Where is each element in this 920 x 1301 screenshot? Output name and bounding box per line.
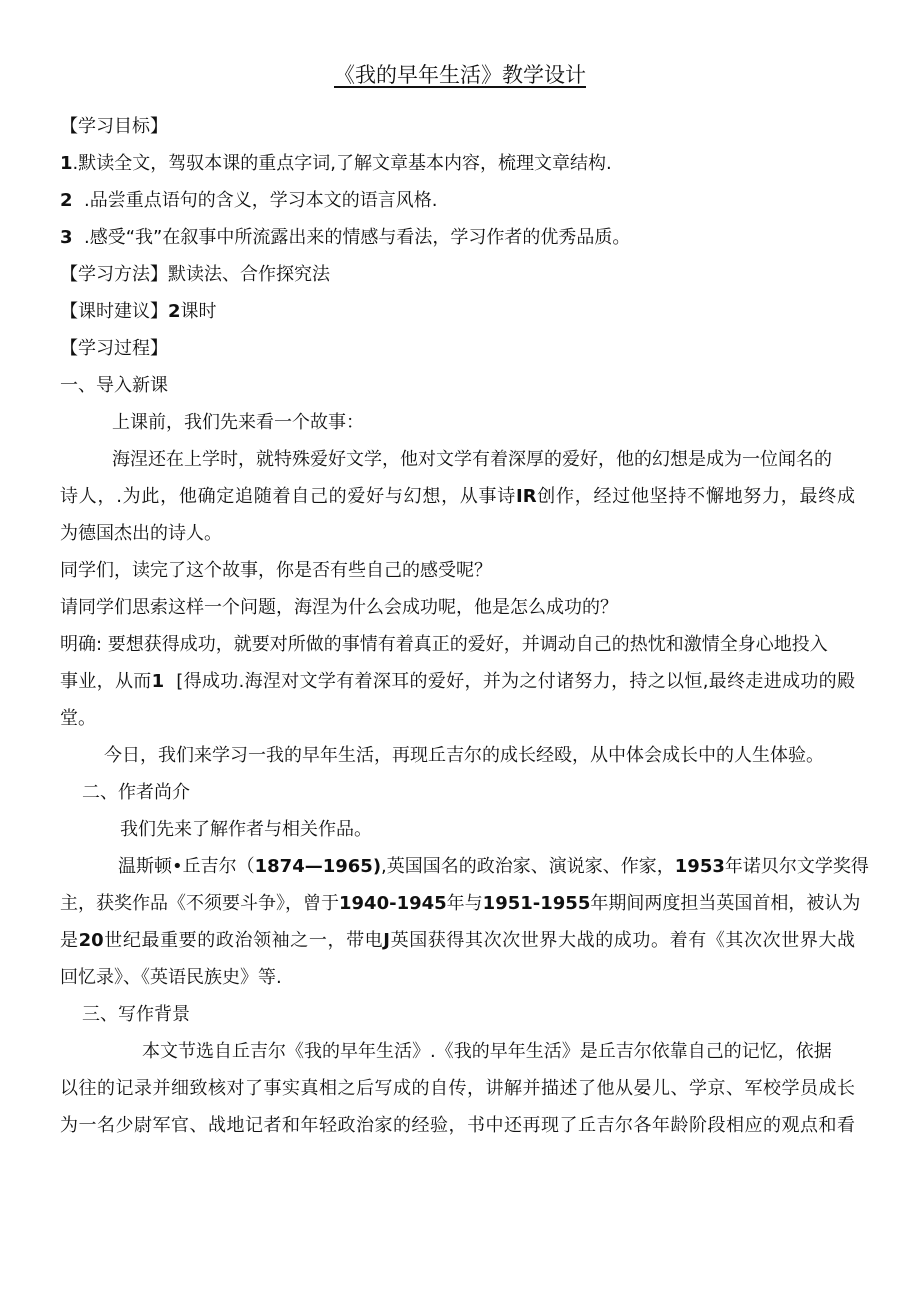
objective-item-2: 2 .品尝重点语句的含义，学习本文的语言风格. [60, 190, 438, 211]
background-line-1: 本文节选自丘吉尔《我的早年生活》.《我的早年生活》是丘吉尔依靠自己的记忆，依据 [142, 1041, 832, 1062]
process-heading: 【学习过程】 [60, 338, 168, 359]
document-title: 《我的早年生活》教学设计 [334, 63, 586, 87]
section1-heading: 一、导入新课 [60, 375, 168, 396]
author-line-3: 是20世纪最重要的政治领袖之一，带电J英国获得其次次世界大战的成功。着有《其次次世界大战 [60, 930, 856, 951]
background-line-3: 为一名少尉军官、战地记者和年轻政治家的经验，书中还再现了丘吉尔各年龄阶段相应的观点和看 [60, 1115, 855, 1136]
author-line-1: 温斯顿•丘吉尔（1874—1965),英国国名的政治家、演说家、作家，1953年诺贝尔文学奖得 [118, 856, 869, 877]
question-2: 请同学们思索这样一个问题，海涅为什么会成功呢，他是怎么成功的？ [60, 597, 618, 618]
section3-heading: 三、写作背景 [82, 1004, 190, 1025]
objective-item-1: 1.默读全文，驾驭本课的重点字词,了解文章基本内容，梳理文章结构. [60, 153, 612, 174]
section2-heading: 二、作者尚介 [82, 782, 190, 803]
background-line-2: 以往的记录并细致核对了事实真相之后写成的自传，讲解并描述了他从晏儿、学京、军校学员成长 [60, 1078, 855, 1099]
objectives-heading: 【学习目标】 [60, 116, 168, 137]
objective-item-3: 3 .感受“我”在叙事中所流露出来的情感与看法，学习作者的优秀品质。 [60, 227, 631, 248]
suggestion-line: 【课时建议】2课时 [60, 301, 217, 322]
author-line-4: 回忆录》、《英语民族史》等. [60, 967, 282, 988]
author-line-2: 主，获奖作品《不须要斗争》，曾于1940-1945年与1951-1955年期间两度担当英国首相，被认为 [60, 893, 861, 914]
story-line-1: 海涅还在上学时，就特殊爱好文学，他对文学有着深厚的爱好，他的幻想是成为一位闻名的 [112, 449, 832, 470]
section1-intro: 上课前，我们先来看一个故事： [112, 412, 364, 433]
story-line-3: 为德国杰出的诗人。 [60, 523, 222, 544]
method-line: 【学习方法】默读法、合作探究法 [60, 264, 330, 285]
today-line: 今日，我们来学习一我的早年生活，再现丘吉尔的成长经殴，从中体会成长中的人生体验。 [104, 745, 824, 766]
story-line-2: 诗人，.为此，他确定追随着自己的爱好与幻想，从事诗IR创作，经过他坚持不懈地努力，最终成 [60, 486, 855, 507]
section2-intro: 我们先来了解作者与相关作品。 [120, 819, 372, 840]
answer-line-3: 堂。 [60, 708, 96, 729]
answer-line-1: 明确: 要想获得成功，就要对所做的事情有着真正的爱好，并调动自己的热忱和激情全身心地投入 [60, 634, 828, 655]
question-1: 同学们，读完了这个故事，你是否有些自己的感受呢？ [60, 560, 492, 581]
answer-line-2: 事业，从而1 [得成功.海涅对文学有着深耳的爱好，并为之付诸努力，持之以恒,最终走进成功的殿 [60, 671, 856, 692]
